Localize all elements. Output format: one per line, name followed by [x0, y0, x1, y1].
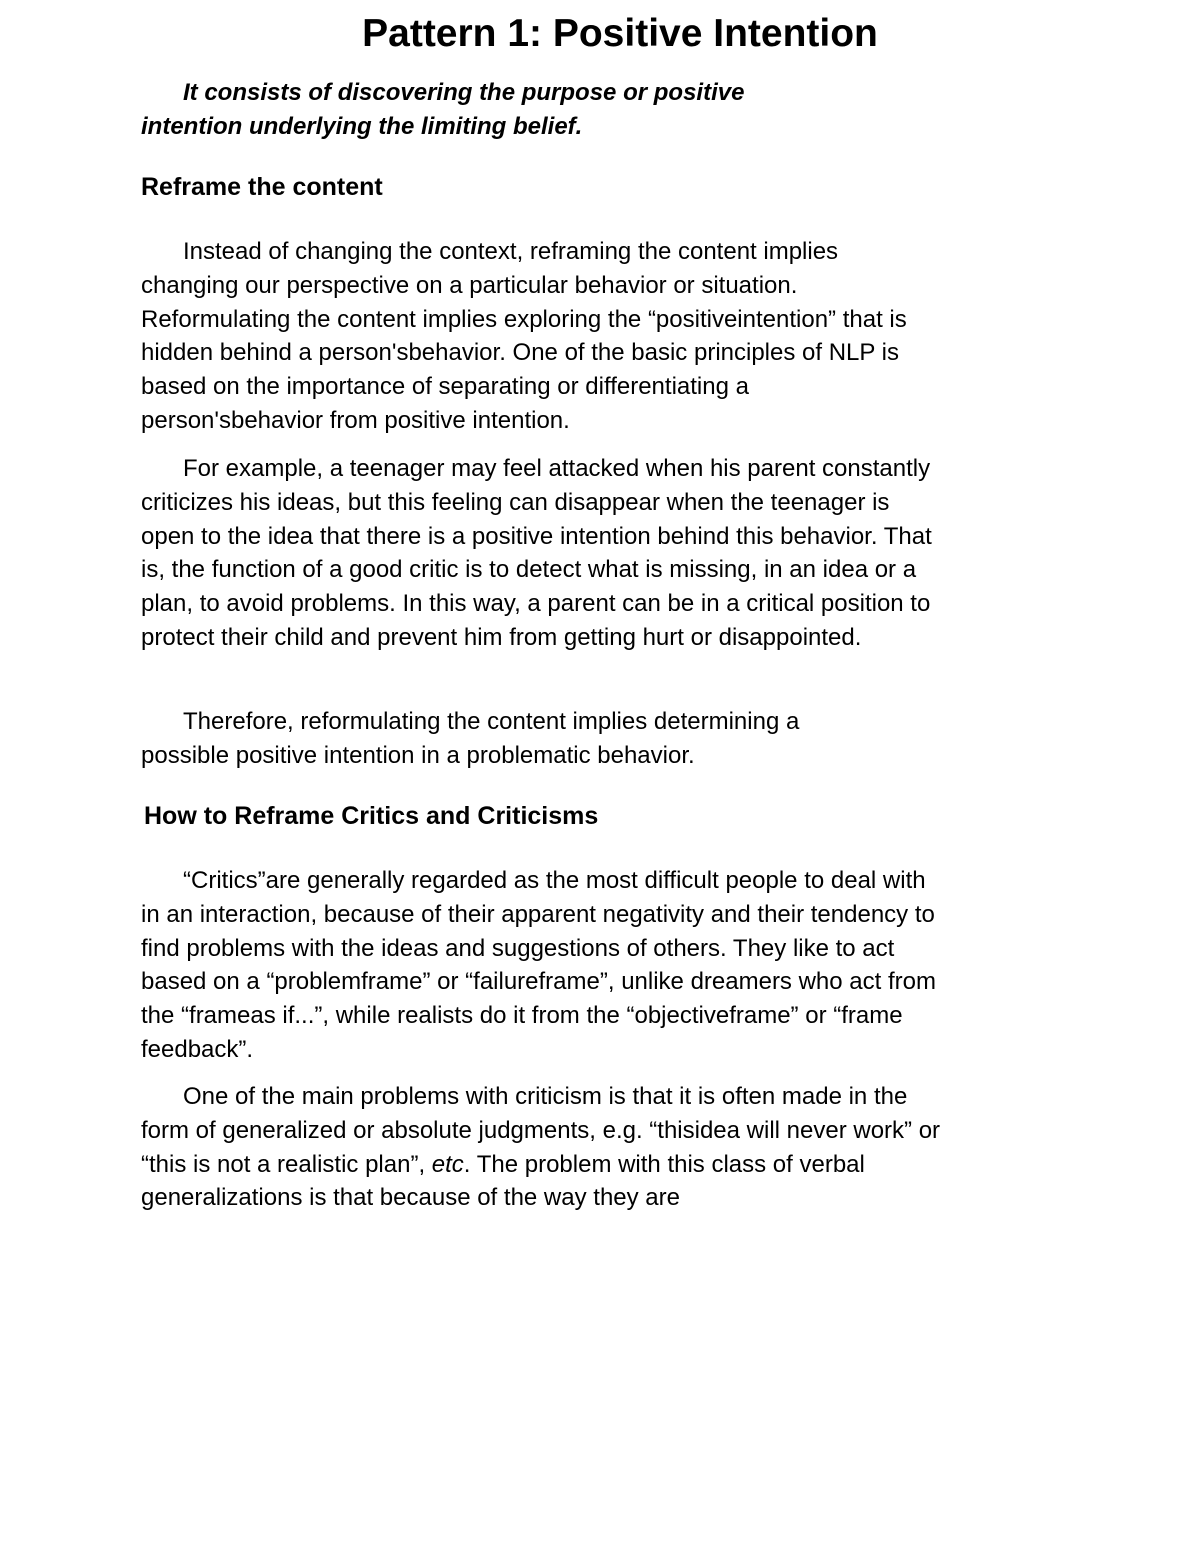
paragraph-critics — [141, 864, 1071, 1067]
paragraph-teenager-example — [141, 452, 1071, 655]
text-line: changing our perspective on a particular behavior or situation. — [141, 271, 798, 299]
paragraph-criticism-problems — [141, 1080, 1071, 1215]
lead-line: It consists of discovering the purpose or positive — [183, 79, 745, 106]
text-line: in an interaction, because of their apparent negativity and their tendency to — [141, 900, 935, 928]
text-line: find problems with the ideas and suggestions of others. They like to act — [141, 934, 895, 962]
lead-statement — [141, 76, 1071, 144]
page-title: Pattern 1: Positive Intention — [362, 12, 878, 55]
text-line: form of generalized or absolute judgments, e.g. “thisidea will never work” or — [141, 1116, 941, 1144]
text-line: based on a “problemframe” or “failureframe”, unlike dreamers who act from — [141, 968, 936, 996]
text-segment: . The problem with this class of verbal — [463, 1150, 865, 1178]
text-line: generalizations is that because of the way they are — [141, 1184, 680, 1212]
text-line: protect their child and prevent him from getting hurt or disappointed. — [141, 623, 862, 651]
text-line: For example, a teenager may feel attacked when his parent constantly — [183, 455, 931, 482]
text-line: hidden behind a person'sbehavior. One of the basic principles of NLP is — [141, 339, 899, 367]
text-line — [141, 1148, 1071, 1182]
text-line: plan, to avoid problems. In this way, a parent can be in a critical position to — [141, 590, 931, 618]
text-line: Instead of changing the context, reframing the content implies — [183, 238, 839, 265]
italic-etc: etc — [431, 1150, 464, 1178]
text-line: person'sbehavior from positive intention. — [141, 406, 570, 434]
section-heading-critics: How to Reframe Critics and Criticisms — [144, 802, 599, 830]
text-line: Reformulating the content implies exploring the “positiveintention” that is — [141, 305, 907, 333]
lead-line: intention underlying the limiting belief. — [141, 112, 583, 140]
text-line: criticizes his ideas, but this feeling can disappear when the teenager is — [141, 488, 890, 516]
text-line: feedback”. — [141, 1035, 254, 1063]
text-line: the “frameas if...”, while realists do it from the “objectiveframe” or “frame — [141, 1002, 903, 1030]
text-line: One of the main problems with criticism is that it is often made in the — [183, 1083, 908, 1110]
text-line: is, the function of a good critic is to detect what is missing, in an idea or a — [141, 556, 917, 584]
text-line: possible positive intention in a problematic behavior. — [141, 741, 695, 769]
paragraph-reframe-intro — [141, 235, 1071, 438]
text-line: based on the importance of separating or differentiating a — [141, 373, 749, 401]
paragraph-therefore — [141, 705, 1071, 773]
text-line: “Critics”are generally regarded as the most difficult people to deal with — [183, 867, 926, 894]
text-line: open to the idea that there is a positive intention behind this behavior. That — [141, 522, 932, 550]
section-heading-reframe-content: Reframe the content — [141, 173, 383, 201]
text-line: Therefore, reformulating the content implies determining a — [183, 708, 800, 735]
text-segment: “this is not a realistic plan”, — [141, 1150, 432, 1178]
